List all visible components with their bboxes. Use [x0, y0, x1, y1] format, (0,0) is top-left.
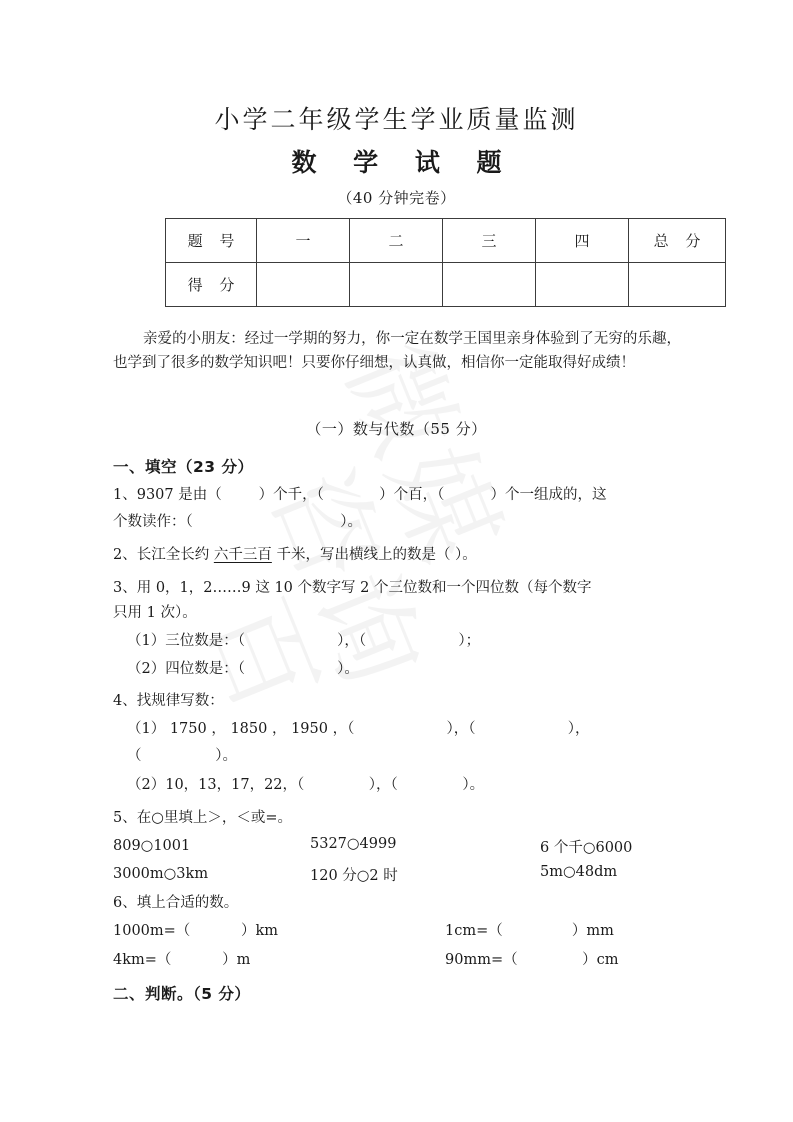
- question-3-line-1: 3、用 0，1，2……9 这 10 个数字写 2 个三位数和一个四位数（每个数字: [113, 580, 592, 596]
- score-cell-3[interactable]: [443, 263, 536, 307]
- question-1-line-1: 1、9307 是由（ ）个千，（ ）个百，（ ）个一组成的，这: [113, 487, 607, 503]
- page-subtitle: 数 学 试 题: [291, 148, 516, 177]
- question-5-row-1-col-1: 809○1001: [113, 838, 191, 854]
- question-2-underlined-number: 六千三百: [213, 547, 272, 563]
- question-5-row-2-col-2: 120 分○2 时: [310, 868, 398, 884]
- score-table-header-question: 题 号: [166, 219, 257, 263]
- score-table-col-4: 四: [536, 219, 629, 263]
- score-table-col-total: 总 分: [629, 219, 726, 263]
- table-row-question-numbers: [166, 219, 726, 263]
- score-cell-total[interactable]: [629, 263, 726, 307]
- page-title: 小学二年级学生学业质量监测: [214, 105, 579, 134]
- score-table-col-2: 二: [350, 219, 443, 263]
- question-6-row-2-col-2: 90mm=（ ）cm: [445, 952, 619, 968]
- score-cell-4[interactable]: [536, 263, 629, 307]
- score-cell-1[interactable]: [257, 263, 350, 307]
- question-5-line-1: 5、在○里填上＞，＜或=。: [113, 810, 293, 826]
- intro-paragraph: 亲爱的小朋友：经过一学期的努力，你一定在数学王国里亲身体验到了无穷的乐趣，也学到了很多的数学知识吧！只要你仔细想，认真做，相信你一定能取得好成绩！: [113, 331, 681, 371]
- table-row-scores: [166, 263, 726, 307]
- score-cell-2[interactable]: [350, 263, 443, 307]
- question-3-item-1: （1）三位数是：（ ），（ ）；: [127, 633, 481, 649]
- section-fill-blank-heading: 一、填空（23 分）: [113, 458, 254, 476]
- score-table-header-score: 得 分: [166, 263, 257, 307]
- question-3-line-2: 只用 1 次）。: [113, 605, 197, 621]
- question-4-item-2: （2）10，13，17，22，（ ），（ ）。: [127, 777, 485, 793]
- question-6-row-2-col-1: 4km=（ ）m: [113, 952, 251, 968]
- score-table-col-1: 一: [257, 219, 350, 263]
- section-judge-heading: 二、判断。（5 分）: [113, 985, 251, 1003]
- question-6-row-1-col-1: 1000m=（ ）km: [113, 923, 279, 939]
- question-5-row-2-col-3: 5m○48dm: [540, 864, 618, 880]
- question-4-line-1: 4、找规律写数：: [113, 693, 224, 709]
- question-4-item-1-line-1: （1） 1750 ， 1850 ， 1950 ，（ ），（ ），: [127, 721, 590, 737]
- question-5-row-1-col-2: 5327○4999: [310, 836, 397, 852]
- question-5-row-2-col-1: 3000m○3km: [113, 866, 209, 882]
- score-table: [165, 218, 726, 307]
- question-2-suffix: 千米，写出横线上的数是（ ）。: [271, 547, 477, 563]
- section-part-one: （一）数与代数（55 分）: [306, 420, 487, 438]
- question-6-row-1-col-2: 1cm=（ ）mm: [445, 923, 614, 939]
- question-1-line-2: 个数读作：（ ）。: [113, 514, 362, 530]
- score-table-col-3: 三: [443, 219, 536, 263]
- question-4-item-1-line-2: （ ）。: [127, 748, 237, 764]
- question-2: [113, 545, 683, 566]
- question-5-row-1-col-3: 6 个千○6000: [540, 840, 633, 856]
- question-2-prefix: 2、长江全长约: [113, 547, 214, 563]
- question-6-line-1: 6、填上合适的数。: [113, 895, 239, 911]
- question-3-item-2: （2）四位数是：（ ）。: [127, 661, 359, 677]
- time-limit-note: （40 分钟完卷）: [337, 189, 456, 207]
